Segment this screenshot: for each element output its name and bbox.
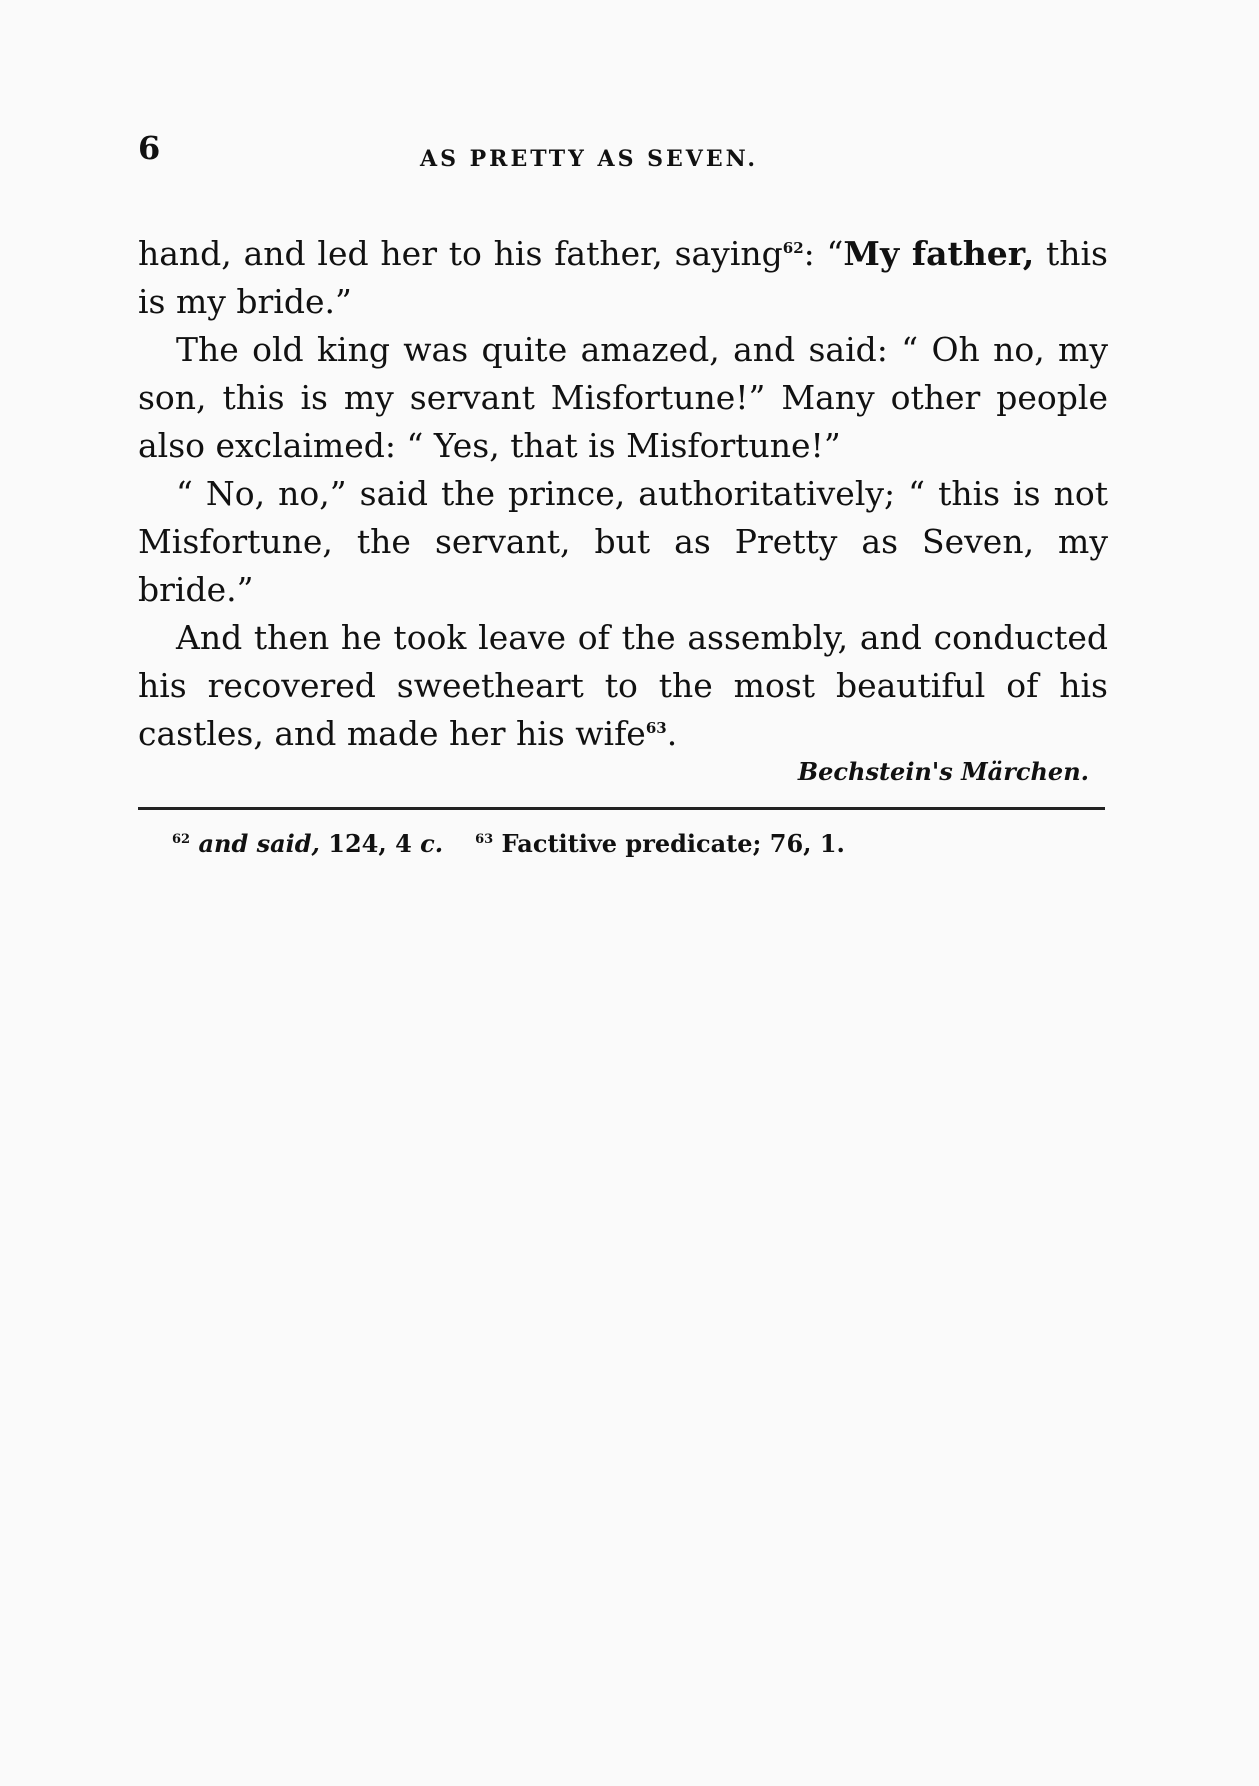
footnote-62-ref-italic: c. [420, 829, 444, 858]
paragraph-4 [138, 614, 1108, 758]
paragraph-2: The old king was quite amazed, and said: “ Oh no, my son, this is my servant Misfortune!” Many other people also exclaimed: “ Yes, that is Misfortune!” [138, 330, 1108, 465]
footnote-62-number: 62 [172, 832, 191, 847]
paragraph-1 [138, 230, 1108, 326]
footnote-62 [172, 829, 443, 858]
source-attribution: Bechstein's Märchen. [797, 757, 1089, 786]
paragraph-3: “ No, no,” said the prince, authoritatively; “ this is not Misfortune, the servant, but as Pretty as Seven, my bride.” [138, 474, 1108, 609]
footnote-divider [138, 807, 1105, 810]
running-title: AS PRETTY AS SEVEN. [420, 146, 759, 172]
paragraph-4-text: And then he took leave of the assembly, and conducted his recovered sweetheart to the most beautiful of his castles, and made her his wife [138, 618, 1108, 753]
footnotes [172, 829, 845, 858]
paragraph-1-text-c: this is my bride.” [138, 234, 1108, 321]
page-number: 6 [138, 129, 161, 167]
footnote-62-ref: 124, 4 [319, 829, 421, 858]
footnote-62-italic: and said, [198, 829, 320, 858]
paragraph-1-text-a: hand, and led her to his father, saying [138, 234, 783, 273]
paragraph-1-text-b: : “ [803, 234, 844, 273]
footnote-63-number: 63 [475, 832, 494, 847]
main-text [138, 230, 1108, 758]
footnote-63-text: Factitive predicate; 76, 1. [501, 829, 845, 858]
paragraph-4-end: . [666, 714, 678, 753]
footnote-ref-62[interactable]: 62 [782, 239, 804, 257]
footnote-ref-63[interactable]: 63 [645, 719, 667, 737]
paragraph-1-emphasis: My father, [843, 234, 1035, 273]
footnote-63 [475, 829, 845, 858]
